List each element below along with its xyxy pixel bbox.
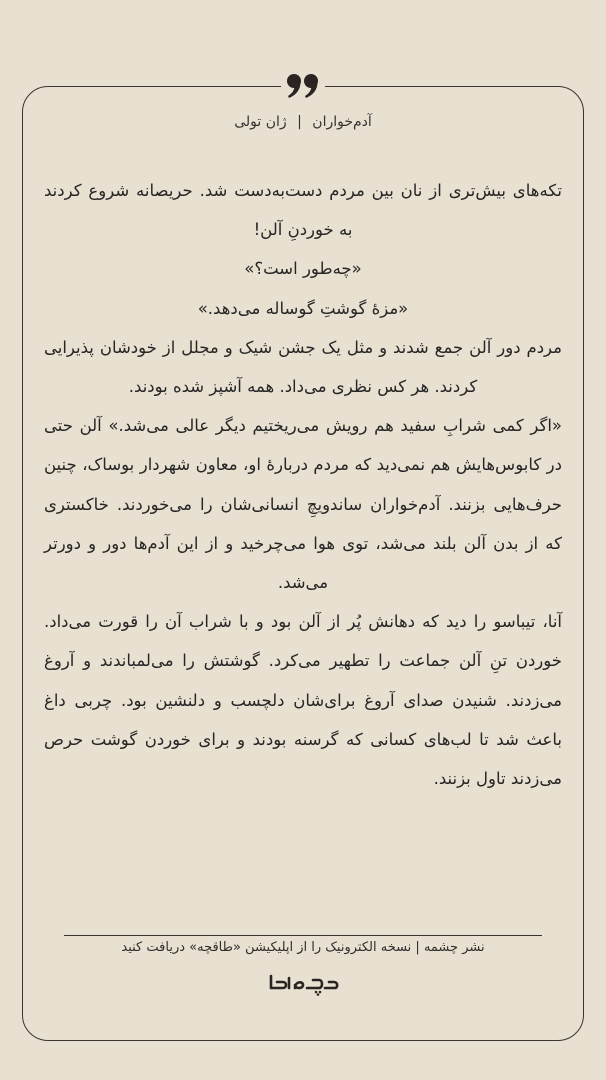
paragraph-2: «چه‌طور است؟» bbox=[244, 259, 362, 279]
excerpt-body bbox=[44, 171, 562, 798]
book-title: آدم‌خواران bbox=[312, 114, 372, 130]
paragraph-5: «اگر کمی شرابِ سفید هم رویش می‌ریختیم دیگر عالی می‌شد.» آلن حتی در کابوس‌هایش هم نمی‌دید که مردم دربارهٔ او، معاون شهردار بوساک، چنین حرف‌هایی بزنند. آدم‌خواران ساندویچِ انسانی‌شان را می‌خوردند. خاکستری که از بدن آلن بلند می‌شد، توی هوا می‌چرخید و از این آدم‌ها دور و دورتر می‌شد. bbox=[44, 416, 562, 593]
taaghche-logo bbox=[263, 968, 343, 996]
paragraph-1: تکه‌های بیش‌تری از نان بین مردم دست‌به‌دست شد. حریصانه شروع کردند به خوردنِ آلن! bbox=[44, 181, 562, 240]
paragraph-4: مردم دور آلن جمع شدند و مثل یک جشن شیک و مجلل از خودشان پذیرایی کردند. هر کس نظری می‌داد. همه آشپز شده بودند. bbox=[44, 337, 562, 397]
paragraph-6: آنا، تیباسو را دید که دهانش پُر از آلن بود و با شراب آن را قورت می‌داد. خوردن تنِ آلن جماعت را تطهیر می‌کرد. گوشتش را می‌لمباندند و آروغ می‌زدند. شنیدن صدای آروغ برای‌شان دلچسب و دلنشین بود. چربی داغ باعث شد تا لب‌های کسانی که گرسنه بودند و برای خوردن گوشت حرص می‌زدند تاول بزنند. bbox=[44, 612, 562, 789]
header-separator: | bbox=[297, 114, 302, 130]
footer-note: نشر چشمه | نسخه الکترونیک را از اپلیکیشن «طاقچه» دریافت کنید bbox=[121, 940, 485, 955]
double-quote-icon bbox=[281, 68, 325, 104]
paragraph-3: «مزهٔ گوشتِ گوساله می‌دهد.» bbox=[197, 298, 409, 318]
footer-divider bbox=[64, 935, 542, 936]
book-author: ژان تولی bbox=[234, 114, 287, 130]
book-header bbox=[40, 114, 566, 130]
